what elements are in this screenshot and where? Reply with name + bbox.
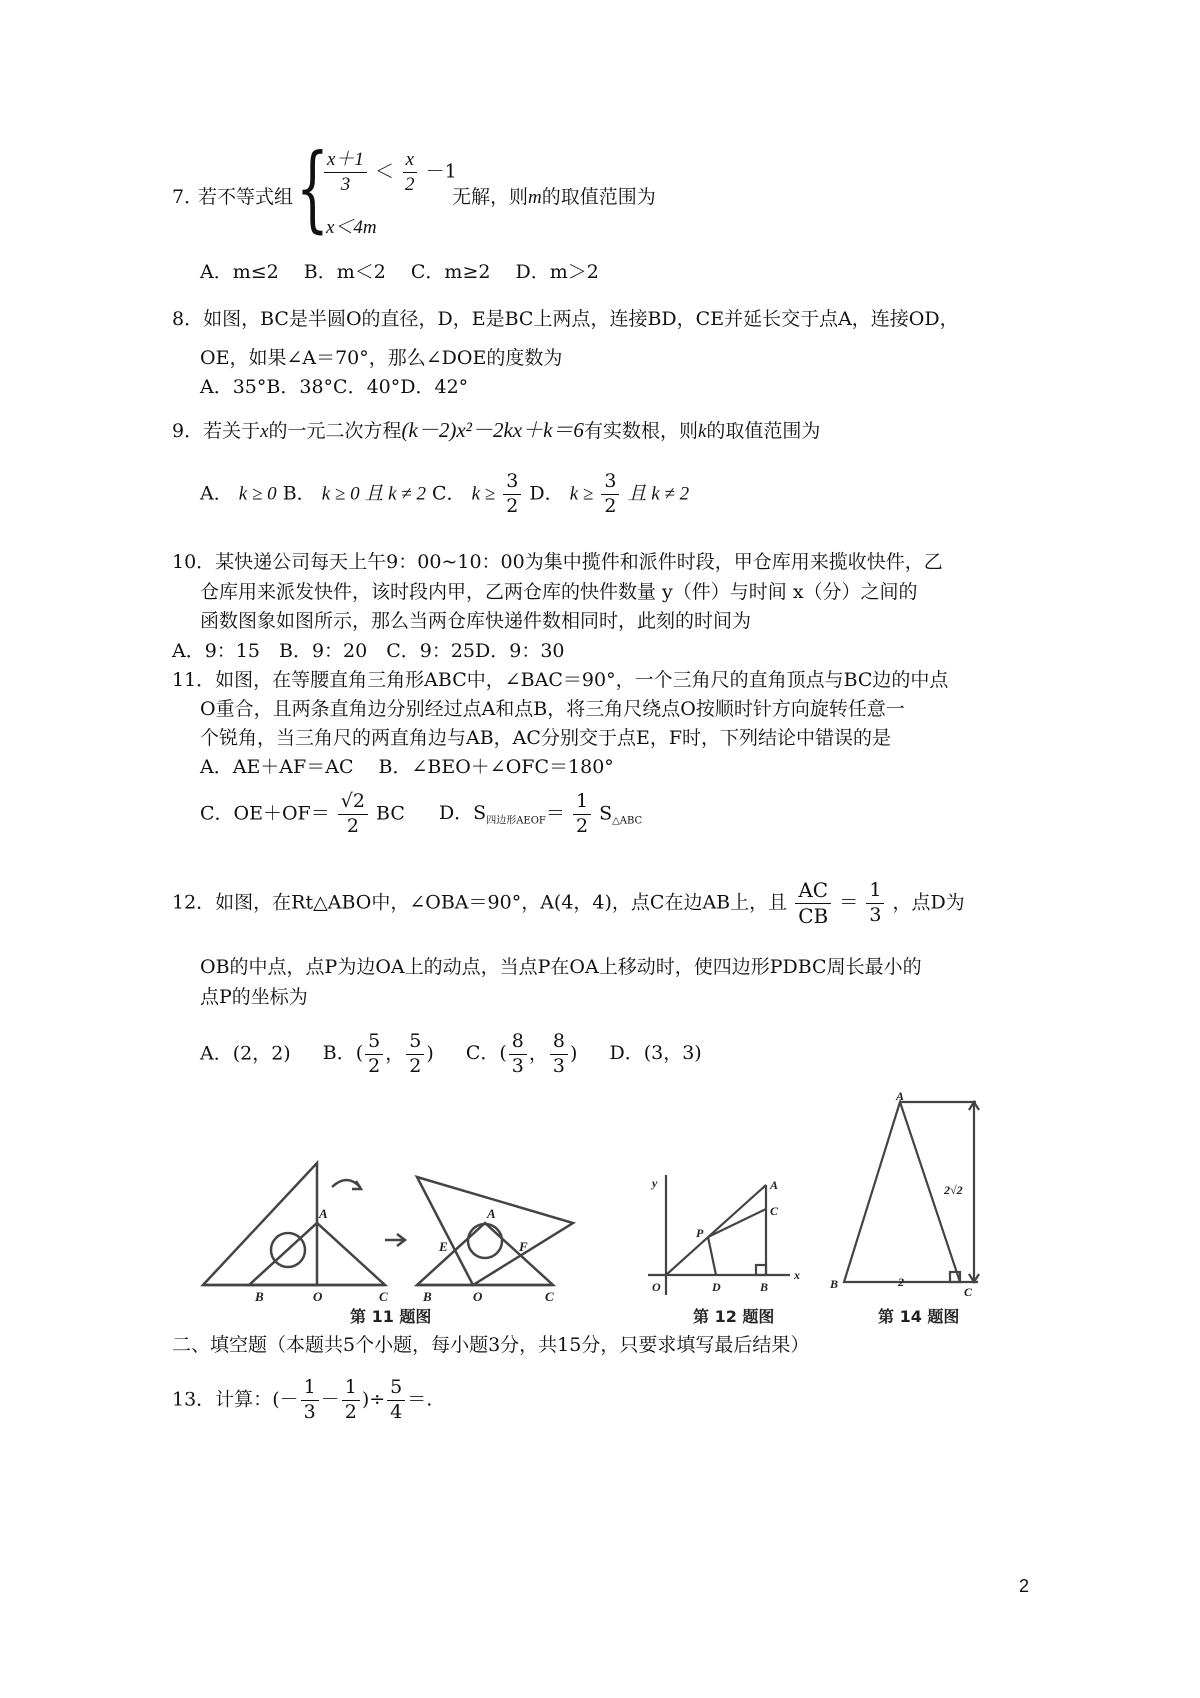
q12-opt-a: A．(2，2) — [200, 1042, 291, 1065]
figure-11 — [195, 1145, 595, 1325]
fig11-rotate-arrow — [332, 1180, 360, 1187]
q12-line1 — [172, 880, 965, 927]
q7-inequality-2: x＜4m — [326, 217, 377, 238]
q9-opt-a-label: A． — [200, 482, 233, 505]
fig14-caption: 第 14 题图 — [878, 1307, 960, 1326]
q11-opt-d-sub2: △ABC — [612, 815, 643, 827]
q9-opt-b-label: B． — [282, 482, 316, 505]
q12-opt-d: D．(3，3) — [609, 1042, 702, 1065]
fig11-caption: 第 11 题图 — [350, 1307, 432, 1326]
fig14-label-c: C — [964, 1285, 973, 1299]
q9-opt-d-label: D． — [529, 482, 564, 505]
q11-opt-d-s: S — [599, 802, 613, 825]
q11-opt-d-num: 1 — [573, 792, 591, 815]
q11-opt-c-pre: C．OE＋OF＝ — [200, 802, 330, 825]
fig12-right-angle — [756, 1265, 766, 1275]
q12-opt-b-num2: 5 — [406, 1032, 424, 1055]
q7-brace: { — [296, 134, 329, 243]
fig12-pd — [708, 1237, 716, 1275]
fig11-set-square-left — [203, 1163, 317, 1285]
fig12-pc — [708, 1209, 766, 1237]
q9-opt-b: k ≥ 0 且 k ≠ 2 — [321, 483, 426, 505]
q9-lead: 9．若关于 — [172, 420, 261, 442]
fig12-label-c: C — [770, 1204, 779, 1218]
fig12-caption: 第 12 题图 — [693, 1307, 775, 1326]
q12-eq: ＝ — [839, 891, 859, 914]
q8-line2: OE，如果∠A＝70°，那么∠DOE的度数为 — [200, 347, 563, 369]
q10-options: A．9：15 B．9：20 C．9：25D．9：30 — [172, 640, 565, 662]
q13 — [172, 1378, 432, 1423]
q11-line1: 11．如图，在等腰直角三角形ABC中，∠BAC＝90°，一个三角尺的直角顶点与BC边的中点 — [172, 669, 949, 691]
q13-minus: － — [320, 1388, 340, 1411]
fig12-label-d: D — [712, 1280, 721, 1294]
q12-line3: 点P的坐标为 — [200, 986, 308, 1008]
fig11-label-a: A — [319, 1206, 328, 1221]
page-number: 2 — [1019, 1576, 1030, 1596]
q9-var-k: k — [697, 421, 707, 442]
q7-rfrac-den: 2 — [405, 173, 415, 195]
fig14-base-length: 2 — [898, 1275, 904, 1289]
q7-tail-text2: 的取值范围为 — [541, 186, 656, 208]
q11-opt-c-num: √2 — [338, 792, 368, 815]
q9-opt-d-post: 且 k ≠ 2 — [627, 483, 690, 505]
figure-14 — [826, 1090, 986, 1300]
fig14-triangle — [844, 1102, 960, 1282]
fig11-label-c2: C — [545, 1289, 554, 1304]
q11-opt-c-den: 2 — [346, 814, 359, 837]
q11-opt-d-pre: D．S — [438, 802, 487, 825]
q12-opt-b-den2: 2 — [409, 1054, 422, 1077]
fig11-label-e: E — [439, 1239, 448, 1254]
fig12-label-b: B — [760, 1280, 769, 1294]
q12-opt-c-comma: ， — [528, 1042, 548, 1065]
fig14-side-length: 2√2 — [944, 1183, 963, 1197]
q9-opt-d-pre: k ≥ — [569, 483, 594, 505]
q12-frac-num: AC — [795, 880, 831, 904]
q9-opt-c-den: 2 — [506, 494, 519, 517]
fig14-label-b: B — [830, 1277, 839, 1291]
q11-opt-d-sub: 四边形AEOF — [486, 815, 546, 827]
fig11-label-f: F — [519, 1239, 528, 1254]
q8-options: A．35°B．38°C．40°D．42° — [200, 376, 469, 398]
q12-val-den: 3 — [869, 904, 882, 926]
q9-equation: (k－2)x²－2kx＋k＝6 — [401, 418, 584, 442]
q7-inequality-1 — [322, 150, 457, 195]
q9-opt-c-label: C． — [432, 482, 466, 505]
q13-d3: 4 — [390, 1400, 403, 1423]
fig12-label-a: A — [770, 1178, 779, 1192]
q9-opt-d-num: 3 — [601, 472, 619, 495]
q12-options — [200, 1032, 702, 1077]
fig12-label-o: O — [652, 1280, 661, 1294]
q9-opt-d-den: 2 — [604, 494, 617, 517]
q13-d1: 3 — [303, 1400, 316, 1423]
q12-opt-b-close: ) — [426, 1042, 434, 1065]
q12-opt-c-den1: 3 — [511, 1054, 524, 1077]
fig11-transition-arrow — [385, 1234, 405, 1246]
q7-frac-den: 3 — [340, 173, 351, 195]
fig11-label-c: C — [379, 1289, 388, 1304]
figure-12 — [640, 1165, 820, 1305]
fig11-triangle-abc-right — [417, 1223, 553, 1285]
q12-opt-b-den1: 2 — [368, 1054, 381, 1077]
q11-options-ab: A．AE＋AF＝AC B．∠BEO＋∠OFC＝180° — [200, 756, 614, 778]
fig11-label-o: O — [313, 1289, 323, 1304]
q7-tail — [452, 182, 656, 209]
q7-tail-text: 无解，则 — [452, 186, 529, 208]
q9-opt-c-pre: k ≥ — [471, 483, 496, 505]
q7-rfrac-num: x — [403, 150, 417, 173]
q12-opt-c-close: ) — [570, 1042, 578, 1065]
q12-line1-pre: 12．如图，在Rt△ABO中，∠OBA＝90°，A(4，4)，点C在边AB上，且 — [172, 891, 788, 914]
q9-stem — [172, 414, 820, 444]
q9-opt-c-num: 3 — [503, 472, 521, 495]
q13-close-div: )÷ — [361, 1388, 386, 1411]
q12-val-num: 1 — [866, 881, 884, 904]
q12-line2: OB的中点，点P为边OA上的动点，当点P在OA上移动时，使四边形PDBC周长最小的 — [200, 956, 922, 978]
q10-line1: 10．某快递公司每天上午9：00~10：00为集中揽件和派件时段，甲仓库用来揽收快件，乙 — [172, 551, 943, 573]
q12-line1-post: ，点D为 — [892, 891, 965, 914]
q12-opt-c-pre: C．( — [465, 1042, 507, 1065]
q9-options — [200, 472, 689, 517]
q11-opt-c-post: BC — [376, 802, 405, 825]
fig14-label-a: A — [896, 1090, 905, 1103]
q13-d2: 2 — [344, 1400, 357, 1423]
q12-opt-b-num1: 5 — [365, 1032, 383, 1055]
q10-line3: 函数图象如图所示，那么当两仓库快递件数相同时，此刻的时间为 — [200, 610, 752, 632]
q8-line1: 8．如图，BC是半圆O的直径，D，E是BC上两点，连接BD，CE并延长交于点A，连接OD， — [172, 308, 959, 330]
q13-n1: 1 — [301, 1378, 319, 1401]
fig11-label-o2: O — [473, 1289, 483, 1304]
q12-opt-c-den2: 3 — [552, 1054, 565, 1077]
q9-mid: 的一元二次方程 — [268, 420, 402, 442]
q12-opt-b-pre: B．( — [322, 1042, 364, 1065]
q11-options-cd — [200, 792, 642, 837]
q13-n3: 5 — [387, 1378, 405, 1401]
fig12-label-y: y — [652, 1176, 658, 1190]
q9-opt-a: k ≥ 0 — [238, 483, 277, 505]
q7-lead: 若不等式组 — [198, 186, 294, 208]
q9-mid2: 有实数根，则 — [583, 420, 698, 442]
q11-line2: O重合，且两条直角边分别经过点A和点B，将三角尺绕点O按顺时针方向旋转任意一 — [200, 698, 905, 720]
q7-number: 7． — [172, 186, 204, 208]
fig11-hole-right — [468, 1224, 502, 1258]
q7-tail-minus: －1 — [425, 160, 457, 183]
q13-tail: ＝. — [407, 1388, 433, 1411]
q13-lead: 13．计算： — [172, 1388, 273, 1411]
q9-var-x: x — [260, 421, 269, 442]
q7-var-m: m — [528, 187, 542, 208]
fig11-label-b2: B — [423, 1289, 432, 1304]
section2-title: 二、填空题（本题共5个小题，每小题3分，共15分，只要求填写最后结果） — [172, 1334, 810, 1356]
fig11-label-a2: A — [487, 1206, 496, 1221]
q7-frac-num: x＋1 — [324, 150, 367, 173]
q12-opt-c-num1: 8 — [509, 1032, 527, 1055]
q7-options: A．m≤2 B．m＜2 C．m≥2 D．m＞2 — [200, 261, 599, 283]
fig12-label-x: x — [794, 1268, 800, 1282]
q11-opt-d-eq: ＝ — [545, 802, 565, 825]
fig11-label-b: B — [255, 1289, 264, 1304]
q12-opt-c-num2: 8 — [550, 1032, 568, 1055]
q10-line2: 仓库用来派发快件，该时段内甲，乙两仓库的快件数量 y（件）与时间 x（分）之间的 — [200, 581, 918, 603]
q11-opt-d-den: 2 — [575, 814, 589, 837]
q9-tail: 的取值范围为 — [706, 420, 821, 442]
q11-line3: 个锐角，当三角尺的两直角边与AB，AC分别交于点E，F时，下列结论中错误的是 — [200, 727, 891, 749]
q13-n2: 1 — [342, 1378, 360, 1401]
fig12-label-p: P — [696, 1226, 704, 1240]
fig12-oa — [666, 1185, 766, 1275]
q12-opt-b-comma: ， — [385, 1042, 405, 1065]
q12-frac-den: CB — [798, 904, 829, 928]
q7-lt: ＜ — [374, 160, 394, 183]
q13-open: (－ — [272, 1388, 299, 1411]
